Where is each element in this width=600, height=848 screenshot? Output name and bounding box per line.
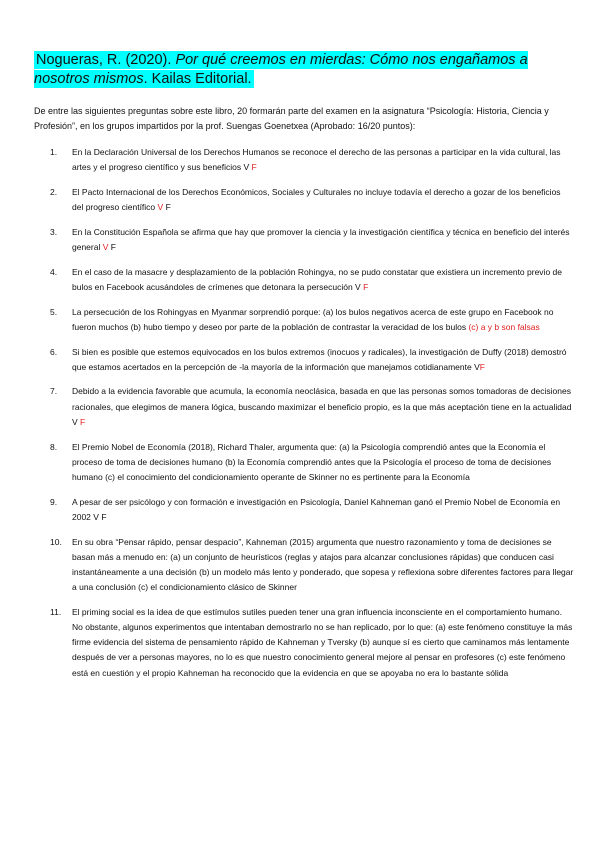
question-text: A pesar de ser psicólogo y con formación e investigación en Psicología, Daniel Kahneman ganó el Premio Nobel de Economía en 2002: [72, 496, 561, 522]
option-f: F: [110, 242, 116, 253]
question-text: El priming social es la idea de que estímulos sutiles pueden tener una gran influencia inconsciente en el comportamiento humano. No obstante, algunos experimentos que intentaban demostrarlo no se han replicado, por lo que: (a) este fenómeno constituye la más firme evidencia del sistema de pensamiento rápido de Kahneman y Tversky (b) aunque sí es cierto que caminamos más lentamente después de ver a personas mayores, no lo es que nuestro conocimiento general mejore al pensar en profesores (c) este fenómeno está en cuestión y el propio Kahneman ha reconocido que la evidencia en que se apoyaba no era lo bastante sólida: [72, 606, 573, 678]
option-f-answer: F: [80, 416, 86, 427]
question-item: [34, 535, 574, 596]
option-f: F: [101, 511, 107, 522]
option-v: V: [355, 281, 361, 292]
question-number: 7.: [50, 386, 58, 397]
option-v: V: [243, 162, 250, 173]
option-v-answer: V: [157, 202, 164, 213]
publisher: . Kailas Editorial.: [143, 71, 252, 87]
question-text: En el caso de la masacre y desplazamiento de la población Rohingya, no se pudo constatar que existiera un incremento previo de bulos en Facebook acusándoles de crímenes que detonara la persecución: [72, 266, 562, 292]
question-text: El Premio Nobel de Economía (2018), Richard Thaler, argumenta que: (a) la Psicología comprendió antes que la Economía el proceso de toma de decisiones humano (b) la Economía comprendió antes que la Psicología el proceso de toma de decisiones humano (c) el conocimiento del condicionamiento operante de Skinner no es pertinente para la Economía: [72, 441, 552, 482]
highlighted-reference: [34, 51, 528, 88]
intro-paragraph: De entre las siguientes preguntas sobre este libro, 20 formarán parte del examen en la asignatura “Psicología: Historia, Ciencia y Profesión”, en los grupos impartidos por la prof. Suengas Goenetxea (Aprobado: 16/20 puntos):: [34, 106, 549, 131]
option-f-answer: F: [363, 281, 369, 292]
question-item: [34, 605, 574, 681]
question-number: 10.: [50, 536, 62, 547]
question-number: 6.: [50, 346, 58, 357]
question-item: [34, 145, 574, 175]
question-text: La persecución de los Rohingyas en Myanmar sorprendió porque: (a) los bulos negativos acerca de este grupo en Facebook no fueron muchos (b) hubo tiempo y deseo por parte de la población de contrastar la veracidad de los bulos: [72, 306, 554, 332]
question-number: 5.: [50, 306, 58, 317]
question-text: Si bien es posible que estemos equivocados en los bulos extremos (inocuos y radicales), la investigación de Duffy (2018) demostró que estamos acertados en la percepción de -la mayoría de la información que manejamos cotidianamente: [72, 346, 567, 372]
question-item: [34, 495, 574, 525]
question-number: 8.: [50, 441, 58, 452]
question-text: En la Constitución Española se afirma que hay que promover la ciencia y la investigación científica y técnica en beneficio del interés general: [72, 226, 570, 253]
question-item: [34, 345, 574, 375]
question-text: En su obra “Pensar rápido, pensar despacio”, Kahneman (2015) argumenta que nuestro razonamiento y toma de decisiones se basan más a menudo en: (a) un conjunto de heurísticos (reglas y atajos para alcanzar conclusiones rápidas) que conducen casi instantáneamente a una decisión (b) un modelo más lento y ponderado, que sopesa y reflexiona sobre diferentes factores para llegar a una conclusión (c) el condicionamiento clásico de Skinner: [72, 536, 574, 593]
author: Nogueras, R. (2020).: [36, 52, 176, 68]
option-f-answer: F: [479, 361, 485, 372]
question-item: [34, 305, 574, 335]
reference-title: [34, 51, 534, 89]
option-f-answer: F: [251, 162, 257, 173]
question-number: 4.: [50, 266, 58, 277]
question-item: [34, 185, 574, 215]
question-number: 9.: [50, 496, 58, 507]
option-f: F: [165, 202, 171, 213]
option-v: V: [474, 361, 480, 372]
question-number: 3.: [50, 226, 58, 237]
question-number: 1.: [50, 147, 58, 157]
question-text: El Pacto Internacional de los Derechos Económicos, Sociales y Culturales no incluye todavía el derecho a gozar de los beneficios del progreso científico: [72, 186, 561, 213]
question-item: [34, 440, 574, 486]
option-v: V: [72, 416, 78, 427]
question-item: [34, 384, 574, 430]
book-title: Por qué creemos en mierdas: Cómo nos engañamos a nosotros mismos: [34, 52, 528, 87]
question-text: Debido a la evidencia favorable que acumula, la economía neoclásica, basada en que las personas somos tomadoras de decisiones racionales, que elegimos de manera lógica, buscando maximizar el beneficio propio, es la que más aceptación tiene en la actualidad: [72, 386, 572, 412]
option-v: V: [93, 511, 99, 522]
question-text: En la Declaración Universal de los Derechos Humanos se reconoce el derecho de las personas a participar en la vida cultural, las artes y el progreso científico y sus beneficios: [72, 147, 561, 173]
question-item: [34, 265, 574, 295]
answer-text: (c) a y b son falsas: [468, 321, 540, 332]
option-v-answer: V: [102, 242, 109, 253]
question-number: 11.: [50, 606, 62, 617]
question-item: [34, 225, 574, 255]
question-number: 2.: [50, 186, 58, 197]
question-list: [34, 145, 574, 690]
